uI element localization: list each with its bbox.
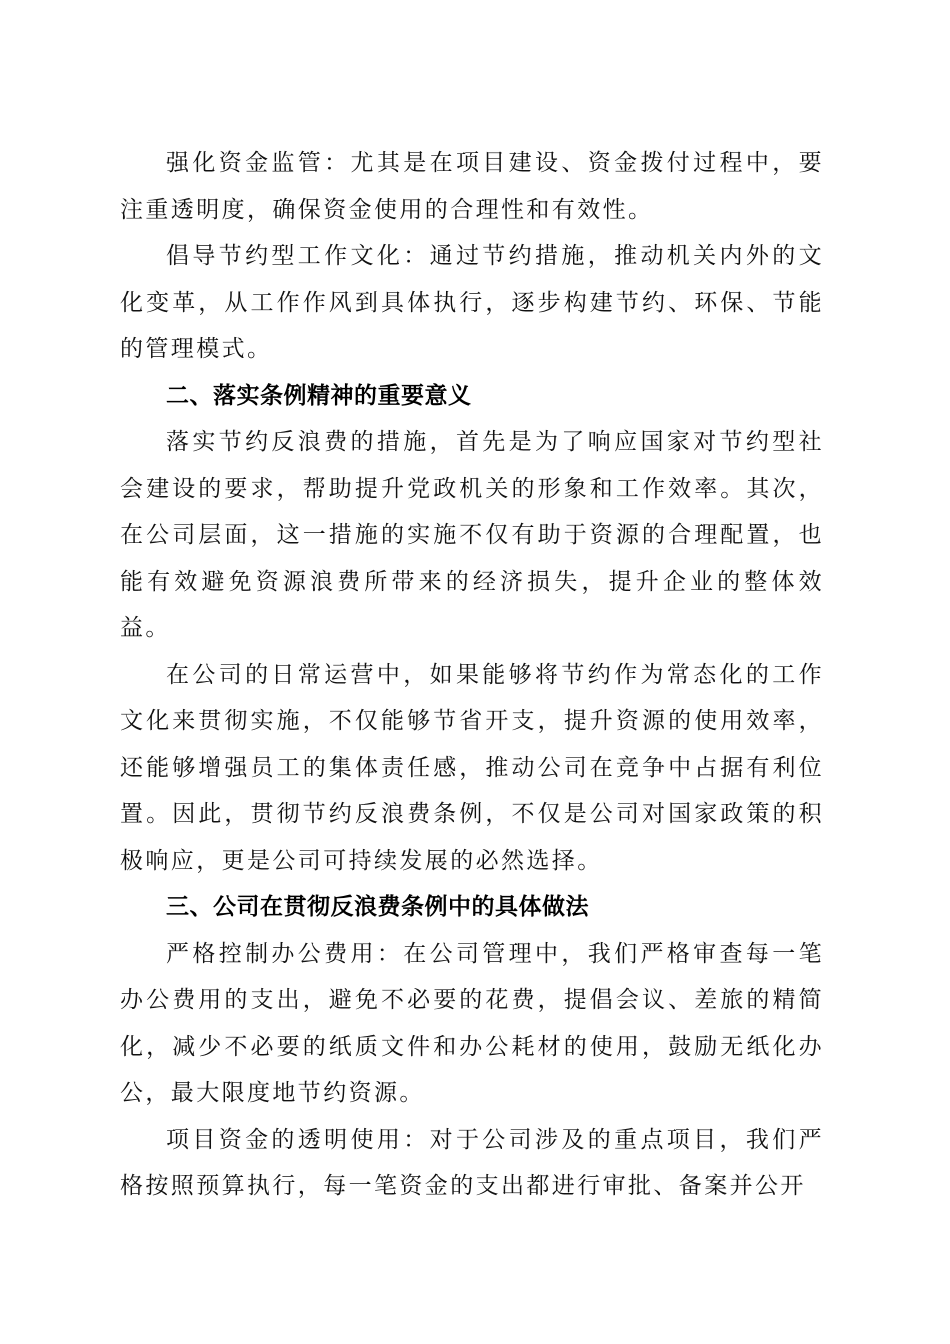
- paragraph-office-expenses: 严格控制办公费用：在公司管理中，我们严格审查每一笔办公费用的支出，避免不必要的花费，提倡会议、差旅的精简化，减少不必要的纸质文件和办公耗材的使用，鼓励无纸化办公，最大限度地节约资源。: [120, 940, 824, 1106]
- document-page: [120, 140, 824, 1210]
- paragraph-implementation-purpose: 落实节约反浪费的措施，首先是为了响应国家对节约型社会建设的要求，帮助提升党政机关的形象和工作效率。其次，在公司层面，这一措施的实施不仅有助于资源的合理配置，也能有效避免资源浪费所带来的经济损失，提升企业的整体效益。: [120, 429, 824, 641]
- paragraph-project-funds: 项目资金的透明使用：对于公司涉及的重点项目，我们严格按照预算执行，每一笔资金的支出都进行审批、备案并公开: [120, 1126, 824, 1199]
- paragraph-fund-supervision: 强化资金监管：尤其是在项目建设、资金拨付过程中，要注重透明度，确保资金使用的合理性和有效性。: [120, 150, 824, 223]
- section-heading-practices: 三、公司在贯彻反浪费条例中的具体做法: [166, 894, 589, 920]
- paragraph-frugal-culture: 倡导节约型工作文化：通过节约措施，推动机关内外的文化变革，从工作作风到具体执行，逐步构建节约、环保、节能的管理模式。: [120, 243, 824, 362]
- section-heading-significance: 二、落实条例精神的重要意义: [166, 382, 472, 409]
- paragraph-daily-operations: 在公司的日常运营中，如果能够将节约作为常态化的工作文化来贯彻实施，不仅能够节省开支，提升资源的使用效率，还能够增强员工的集体责任感，推动公司在竞争中占据有利位置。因此，贯彻节约反浪费条例，不仅是公司对国家政策的积极响应，更是公司可持续发展的必然选择。: [120, 661, 824, 874]
